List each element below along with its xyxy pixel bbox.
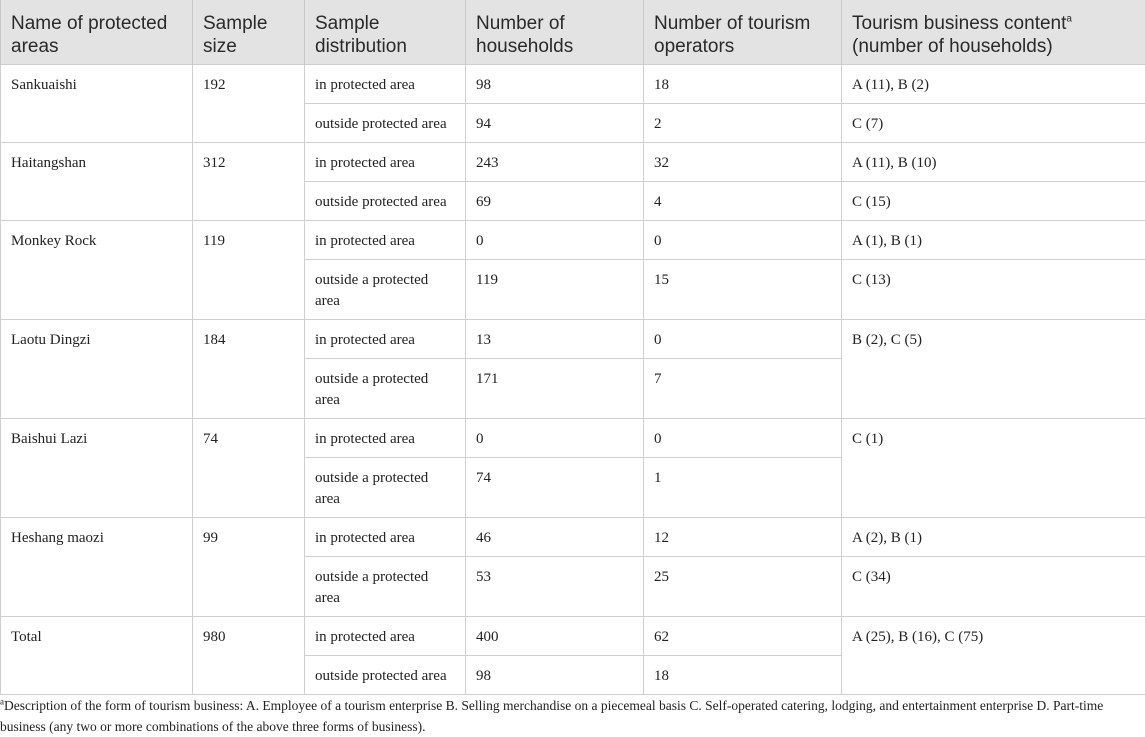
distribution-cell: outside a protected area [305,557,466,617]
sample-size-cell: 980 [193,617,305,695]
footnote-marker: a [0,696,4,707]
header-footnote-marker: a [1066,13,1072,25]
operators-cell: 1 [644,458,842,518]
business-content-cell: C (7) [842,104,1145,143]
table-row [1,65,1145,104]
operators-cell: 4 [644,182,842,221]
business-content-cell: A (11), B (2) [842,65,1145,104]
header-row [1,0,1145,65]
table-row [1,221,1145,260]
operators-cell: 25 [644,557,842,617]
area-name-cell: Total [1,617,193,695]
distribution-cell: in protected area [305,518,466,557]
sample-size-cell: 192 [193,65,305,143]
area-name-cell: Baishui Lazi [1,419,193,518]
sample-size-cell: 74 [193,419,305,518]
area-name-cell: Laotu Dingzi [1,320,193,419]
header-business-content [842,0,1145,65]
business-content-cell: A (2), B (1) [842,518,1145,557]
distribution-cell: in protected area [305,143,466,182]
header-operators: Number of tourism operators [644,0,842,65]
operators-cell: 0 [644,320,842,359]
operators-cell: 18 [644,656,842,695]
distribution-cell: outside a protected area [305,359,466,419]
sample-size-cell: 119 [193,221,305,320]
households-cell: 243 [466,143,644,182]
operators-cell: 32 [644,143,842,182]
sample-size-cell: 99 [193,518,305,617]
table-row [1,320,1145,359]
business-content-cell: C (13) [842,260,1145,320]
header-business-content-sub: (number of households) [852,36,1053,57]
distribution-cell: outside protected area [305,182,466,221]
table-row [1,143,1145,182]
footnote-text: Description of the form of tourism business: A. Employee of a tourism enterprise B. Selling merchandise on a piecemeal basis C. Self-operated catering, lodging, and entertainment enterprise D. Part-time business (any two or more combinations of the above three forms of business). [0,698,1104,734]
sample-size-cell: 184 [193,320,305,419]
header-business-content-label: Tourism business content [852,13,1067,34]
area-name-cell: Monkey Rock [1,221,193,320]
distribution-cell: outside protected area [305,104,466,143]
households-cell: 46 [466,518,644,557]
households-cell: 53 [466,557,644,617]
operators-cell: 62 [644,617,842,656]
operators-cell: 18 [644,65,842,104]
households-cell: 171 [466,359,644,419]
households-cell: 74 [466,458,644,518]
distribution-cell: in protected area [305,617,466,656]
header-households: Number of households [466,0,644,65]
area-name-cell: Heshang maozi [1,518,193,617]
area-name-cell: Sankuaishi [1,65,193,143]
households-cell: 400 [466,617,644,656]
business-content-cell: A (11), B (10) [842,143,1145,182]
households-cell: 94 [466,104,644,143]
header-sample-size: Sample size [193,0,305,65]
area-name-cell: Haitangshan [1,143,193,221]
distribution-cell: in protected area [305,221,466,260]
table-row [1,617,1145,656]
operators-cell: 7 [644,359,842,419]
households-cell: 13 [466,320,644,359]
business-content-cell: A (25), B (16), C (75) [842,617,1145,695]
business-content-cell: C (1) [842,419,1145,518]
business-content-cell: B (2), C (5) [842,320,1145,419]
households-cell: 69 [466,182,644,221]
operators-cell: 12 [644,518,842,557]
distribution-cell: outside a protected area [305,458,466,518]
distribution-cell: outside protected area [305,656,466,695]
operators-cell: 0 [644,221,842,260]
distribution-cell: in protected area [305,419,466,458]
operators-cell: 2 [644,104,842,143]
business-content-cell: A (1), B (1) [842,221,1145,260]
distribution-cell: in protected area [305,65,466,104]
households-cell: 98 [466,656,644,695]
table-row [1,419,1145,458]
households-cell: 119 [466,260,644,320]
households-cell: 0 [466,221,644,260]
operators-cell: 15 [644,260,842,320]
operators-cell: 0 [644,419,842,458]
header-sample-distribution: Sample distribution [305,0,466,65]
distribution-cell: in protected area [305,320,466,359]
sample-size-cell: 312 [193,143,305,221]
table-footnote [0,695,1140,737]
header-name: Name of protected areas [1,0,193,65]
business-content-cell: C (15) [842,182,1145,221]
households-cell: 0 [466,419,644,458]
distribution-cell: outside a protected area [305,260,466,320]
households-cell: 98 [466,65,644,104]
business-content-cell: C (34) [842,557,1145,617]
table-row [1,518,1145,557]
